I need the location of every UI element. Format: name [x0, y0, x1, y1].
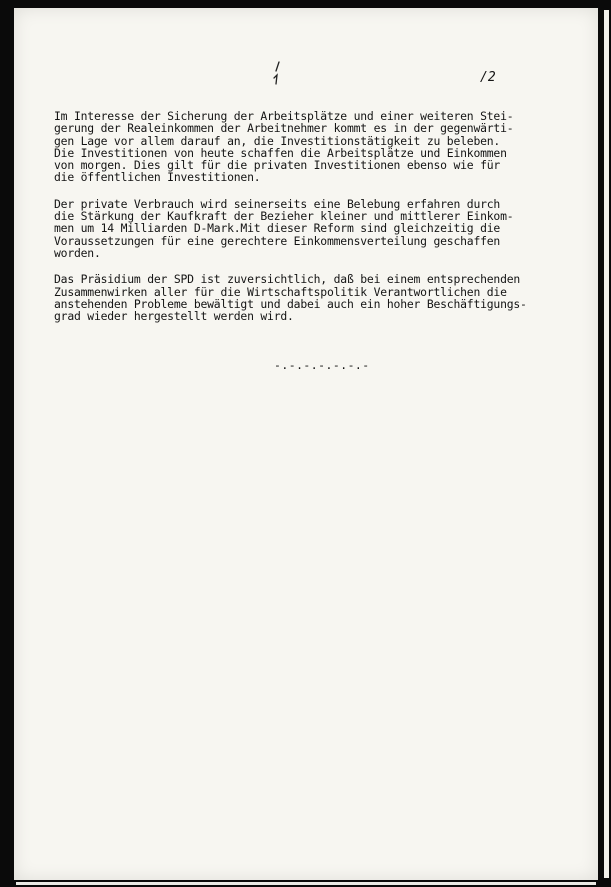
paper-edge-bottom [16, 882, 596, 885]
text-line: von morgen. Dies gilt für die privaten Investitionen ebenso wie für [54, 158, 501, 173]
text-line: Der private Verbrauch wird seinerseits eine Belebung erfahren durch [54, 196, 501, 211]
paragraph-investment [54, 110, 579, 184]
text-line: die Stärkung der Kaufkraft der Bezieher kleiner und mittlerer Einkom- [54, 209, 514, 224]
body-text [54, 110, 579, 336]
text-line: Im Interesse der Sicherung der Arbeitsplätze und einer weiteren Stei- [54, 109, 514, 123]
handwritten-mark-icon [270, 60, 284, 90]
text-line: men um 14 Milliarden D-Mark.Mit dieser Reform sind gleichzeitig die [54, 221, 501, 236]
text-line: gerung der Realeinkommen der Arbeitnehmer kommt es in der gegenwärti- [54, 121, 514, 136]
text-line: Das Präsidium der SPD ist zuversichtlich, daß bei einem entsprechenden [54, 272, 521, 287]
text-line: Zusammenwirken aller für die Wirtschaftspolitik Verantwortlichen die [54, 284, 507, 299]
text-line: die öffentlichen Investitionen. [54, 170, 261, 185]
text-line: Voraussetzungen für eine gerechtere Einkommensverteilung geschaffen [54, 233, 501, 248]
page-number: /2 [480, 70, 496, 85]
paragraph-presidium [54, 273, 579, 322]
text-line: grad wieder hergestellt werden wird. [54, 309, 294, 324]
paper-edge-right [604, 10, 609, 878]
text-line: Die Investitionen von heute schaffen die Arbeitsplätze und Einkommen [54, 145, 507, 160]
paragraph-consumption [54, 198, 579, 259]
text-line: gen Lage vor allem darauf an, die Investitionstätigkeit zu beleben. [54, 133, 501, 148]
text-line: anstehenden Probleme bewältigt und dabei auch ein hoher Beschäftigungs- [54, 296, 527, 311]
end-separator: -.-.-.-.-.-.- [274, 358, 370, 372]
text-line: worden. [54, 245, 101, 260]
